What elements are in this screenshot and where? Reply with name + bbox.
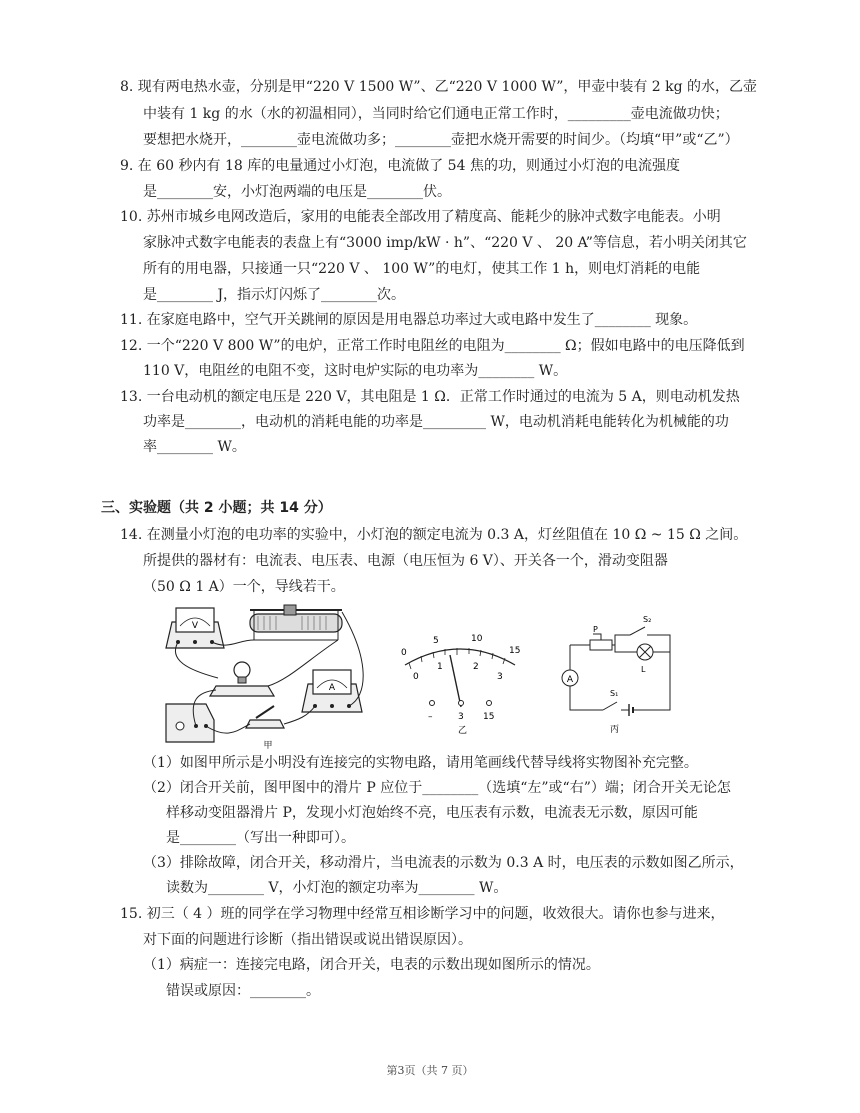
q8-line-1: 8. 现有两电热水壶，分别是甲“220 V 1500 W”、乙“220 V 1000 W”，甲壶中装有 2 kg 的水，乙壶: [120, 79, 758, 95]
q10-line-1: 10. 苏州市城乡电网改造后，家用的电能表全部改用了精度高、能耗少的脉冲式数字电能表。小明: [120, 209, 721, 225]
label-a: A: [566, 675, 574, 685]
q14-sub2-line-2: 样移动变阻器滑片 P，发现小灯泡始终不亮，电压表有示数，电流表无示数，原因可能: [166, 805, 698, 821]
figure-yi-dial: [395, 625, 525, 735]
q14-sub3-line-2: 读数为________ V，小灯泡的额定功率为________ W。: [166, 880, 508, 896]
dial-bottom-1: 1: [437, 662, 443, 672]
voltmeter: [166, 608, 224, 648]
dial-ticks: [409, 648, 505, 669]
q10-line-3: 所有的用电器，只接通一只“220 V 、 100 W”的电灯，使其工作 1 h，则电灯消耗的电能: [143, 261, 701, 277]
q14-line-1: 14. 在测量小灯泡的电功率的实验中，小灯泡的额定电流为 0.3 A，灯丝阻值在 10 Ω ~ 15 Ω 之间。: [120, 527, 748, 543]
q10-line-4: 是________ J，指示灯闪烁了________次。: [143, 287, 406, 303]
q15-line-1: 15. 初三（ 4 ）班的同学在学习物理中经常互相诊断学习中的问题，收效很大。请你也参与进来，: [120, 906, 725, 922]
figure-jia-circuit: [158, 600, 378, 750]
q14-sub2-line-1: （2）闭合开关前，图甲图中的滑片 P 应位于________（选填“左”或“右”）端；闭合开关无论怎: [143, 780, 731, 796]
section-heading: 三、实验题（共 2 小题；共 14 分）: [101, 500, 332, 516]
figure-jia-caption: 甲: [263, 741, 273, 750]
q15-sub1-answer: 错误或原因：________。: [166, 983, 320, 999]
q14-sub2-line-3: 是________（写出一种即可）。: [166, 830, 355, 846]
q13-line-3: 率________ W。: [143, 439, 246, 455]
q9-line-1: 9. 在 60 秒内有 18 库的电量通过小灯泡，电流做了 54 焦的功，则通过小灯泡的电流强度: [120, 158, 680, 174]
figure-bing-schematic: [555, 610, 680, 735]
dial-top-10: 10: [471, 634, 483, 644]
dial-bottom-0: 0: [413, 672, 419, 682]
dial-top-5: 5: [433, 636, 439, 646]
dial-top-0: 0: [401, 648, 407, 658]
q8-line-2: 中装有 1 kg 的水（水的初温相同），当同时给它们通电正常工作时，_________壶电流做功快；: [143, 106, 729, 122]
q14-sub1: （1）如图甲所示是小明没有连接完的实物电路，请用笔画线代替导线将实物图补充完整。: [143, 755, 698, 771]
terminal-3: 3: [458, 712, 464, 722]
power-supply: [166, 704, 214, 742]
q11-line-1: 11. 在家庭电路中，空气开关跳闸的原因是用电器总功率过大或电路中发生了________ 现象。: [120, 312, 698, 328]
dial-bottom-2: 2: [473, 662, 479, 672]
ammeter-label: A: [328, 683, 336, 693]
q15-sub1: （1）病症一：连接完电路，闭合开关，电表的示数出现如图所示的情况。: [143, 957, 600, 973]
terminal-neg: –: [428, 712, 433, 722]
bulb: [210, 662, 274, 696]
q13-line-2: 功率是________，电动机的消耗电能的功率是_________ W，电动机消耗电能转化为机械能的功: [143, 414, 729, 430]
q14-line-3: （50 Ω 1 A）一个，导线若干。: [143, 579, 345, 595]
figure-yi-caption: 乙: [458, 726, 468, 735]
label-p: P: [593, 625, 598, 634]
q13-line-1: 13. 一台电动机的额定电压是 220 V，其电阻是 1 Ω．正常工作时通过的电流为 5 A，则电动机发热: [120, 389, 740, 405]
figure-bing-caption: 丙: [610, 725, 620, 735]
dial-needle: [450, 655, 461, 707]
dial-top-15: 15: [509, 646, 521, 656]
dial-bottom-3: 3: [497, 672, 503, 682]
label-s2: S₂: [643, 615, 652, 624]
rheostat: [250, 605, 342, 640]
voltmeter-label: V: [191, 621, 199, 631]
q8-line-3: 要想把水烧开，________壶电流做功多；________壶把水烧开需要的时间少。（均填“甲”或“乙”）: [143, 132, 739, 148]
rheostat-symbol: [590, 640, 612, 650]
ammeter: [302, 670, 362, 712]
q14-sub3-line-1: （3）排除故障，闭合开关，移动滑片，当电流表的示数为 0.3 A 时，电压表的示数如图乙所示，: [143, 855, 744, 871]
switch: [246, 706, 284, 728]
q9-line-2: 是________安，小灯泡两端的电压是________伏。: [143, 184, 451, 200]
q12-line-2: 110 V，电阻丝的电阻不变，这时电炉实际的电功率为________ W。: [143, 363, 568, 379]
q10-line-2: 家脉冲式数字电能表的表盘上有“3000 imp/kW · h”、“220 V 、 20 A”等信息，若小明关闭其它: [143, 235, 747, 251]
label-s1: S₁: [610, 689, 619, 698]
q15-line-2: 对下面的问题进行诊断（指出错误或说出错误原因）。: [143, 932, 472, 948]
terminal-15: 15: [483, 712, 495, 722]
page-footer: 第3页（共 7 页）: [386, 1064, 474, 1077]
label-l: L: [641, 665, 646, 674]
q14-line-2: 所提供的器材有：电流表、电压表、电源（电压恒为 6 V）、开关各一个，滑动变阻器: [143, 553, 668, 569]
q12-line-1: 12. 一个“220 V 800 W”的电炉，正常工作时电阻丝的电阻为________ Ω；假如电路中的电压降低到: [120, 338, 745, 354]
